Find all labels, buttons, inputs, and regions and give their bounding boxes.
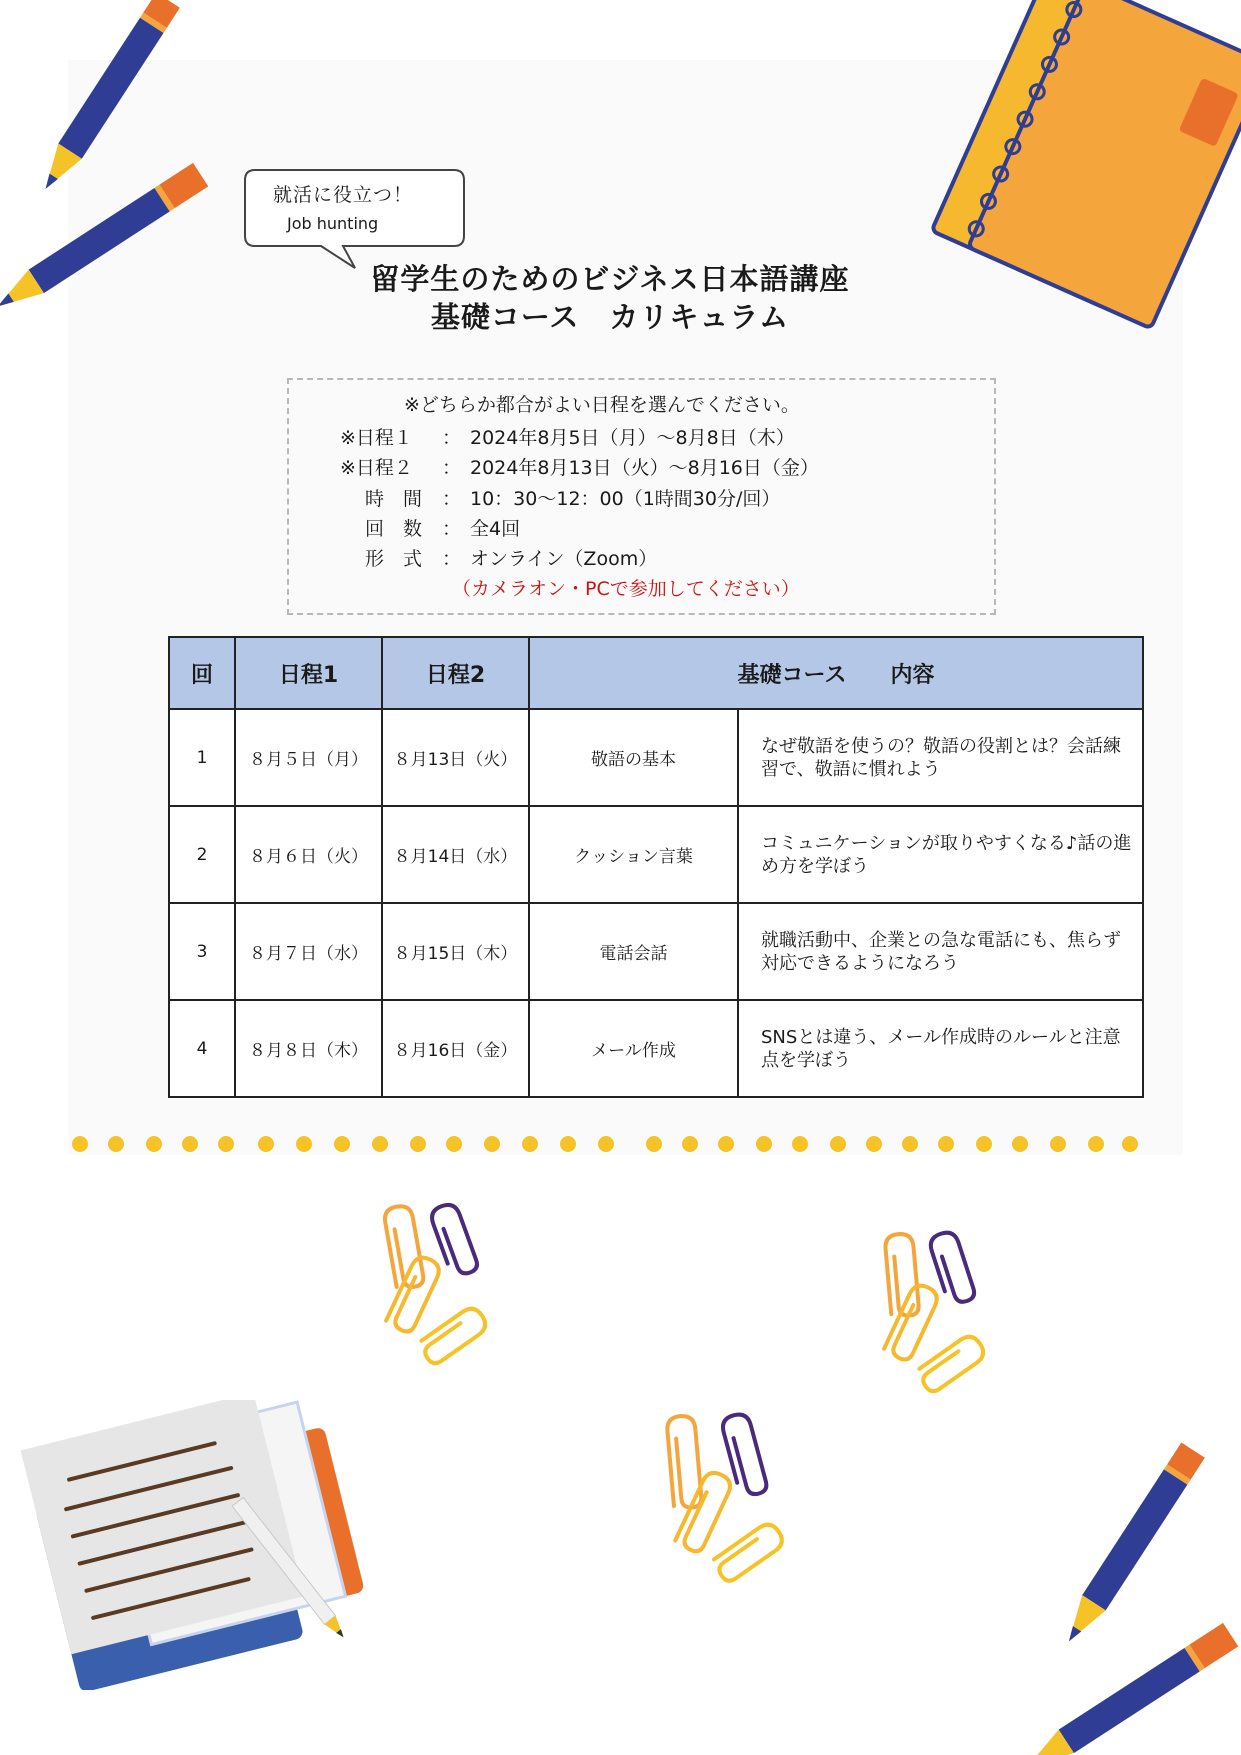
cell-description: SNSとは違う、メール作成時のルールと注意点を学ぼう <box>738 1000 1143 1097</box>
table-row <box>169 1000 1143 1097</box>
schedule-notice: ※どちらか都合がよい日程を選んでください。 <box>404 394 800 416</box>
cell-topic: 敬語の基本 <box>529 709 738 806</box>
cell-round: 4 <box>169 1000 235 1097</box>
cell-round: 2 <box>169 806 235 903</box>
cell-topic: メール作成 <box>529 1000 738 1097</box>
paper-stack-icon <box>10 1400 390 1690</box>
info-value: オンライン（Zoom） <box>470 548 658 570</box>
info-colon: ： <box>442 548 462 570</box>
cell-schedule-1: ８月７日（水） <box>235 903 382 1000</box>
table-row <box>169 806 1143 903</box>
info-value: 2024年8月5日（月）～8月8日（木） <box>470 427 795 449</box>
table-row <box>169 903 1143 1000</box>
camera-note: （カメラオン・PCで参加してください） <box>452 578 800 600</box>
info-label: 回 数 <box>365 518 423 540</box>
info-colon: ： <box>442 518 462 540</box>
paperclip-icon <box>360 1200 530 1385</box>
info-colon: ： <box>442 488 462 510</box>
info-label: ※日程１ <box>340 427 413 449</box>
cell-description: 就職活動中、企業との急な電話にも、焦らず対応できるようになろう <box>738 903 1143 1000</box>
info-label: ※日程２ <box>340 457 413 479</box>
cell-description: なぜ敬語を使うの？敬語の役割とは？会話練習で、敬語に慣れよう <box>738 709 1143 806</box>
bubble-headline: 就活に役立つ！ <box>273 184 414 206</box>
info-value: 2024年8月13日（火）～8月16日（金） <box>470 457 819 479</box>
pencil-icon <box>0 140 210 340</box>
title-line-1: 留学生のためのビジネス日本語講座 <box>370 262 850 296</box>
cell-schedule-1: ８月８日（木） <box>235 1000 382 1097</box>
info-label: 時 間 <box>365 488 423 510</box>
header-round: 回 <box>169 637 235 709</box>
cell-round: 3 <box>169 903 235 1000</box>
header-content: 基礎コース 内容 <box>529 637 1143 709</box>
cell-description: コミュニケーションが取りやすくなる♪話の進め方を学ぼう <box>738 806 1143 903</box>
paperclip-icon <box>858 1228 1028 1413</box>
paperclip-icon <box>640 1410 810 1595</box>
header-schedule-2: 日程2 <box>382 637 529 709</box>
cell-schedule-2: ８月14日（水） <box>382 806 529 903</box>
cell-topic: 電話会話 <box>529 903 738 1000</box>
notebook-icon <box>930 0 1241 350</box>
info-value: 全4回 <box>470 518 521 540</box>
page-title <box>290 260 930 336</box>
cell-schedule-2: ８月15日（木） <box>382 903 529 1000</box>
title-line-2: 基礎コース カリキュラム <box>430 300 790 334</box>
cell-schedule-1: ８月５日（月） <box>235 709 382 806</box>
pencil-icon <box>1020 1600 1241 1755</box>
info-value: 10：30～12：00（1時間30分/回） <box>470 488 781 510</box>
curriculum-table <box>168 636 1144 1098</box>
cell-schedule-2: ８月13日（火） <box>382 709 529 806</box>
dotted-divider <box>60 1136 1190 1154</box>
bubble-subtext: Job hunting <box>287 214 379 233</box>
header-schedule-1: 日程1 <box>235 637 382 709</box>
table-row <box>169 709 1143 806</box>
info-label: 形 式 <box>365 548 423 570</box>
cell-topic: クッション言葉 <box>529 806 738 903</box>
cell-schedule-2: ８月16日（金） <box>382 1000 529 1097</box>
info-colon: ： <box>442 457 462 479</box>
table-header-row <box>169 637 1143 709</box>
cell-round: 1 <box>169 709 235 806</box>
info-colon: ： <box>442 427 462 449</box>
cell-schedule-1: ８月６日（火） <box>235 806 382 903</box>
